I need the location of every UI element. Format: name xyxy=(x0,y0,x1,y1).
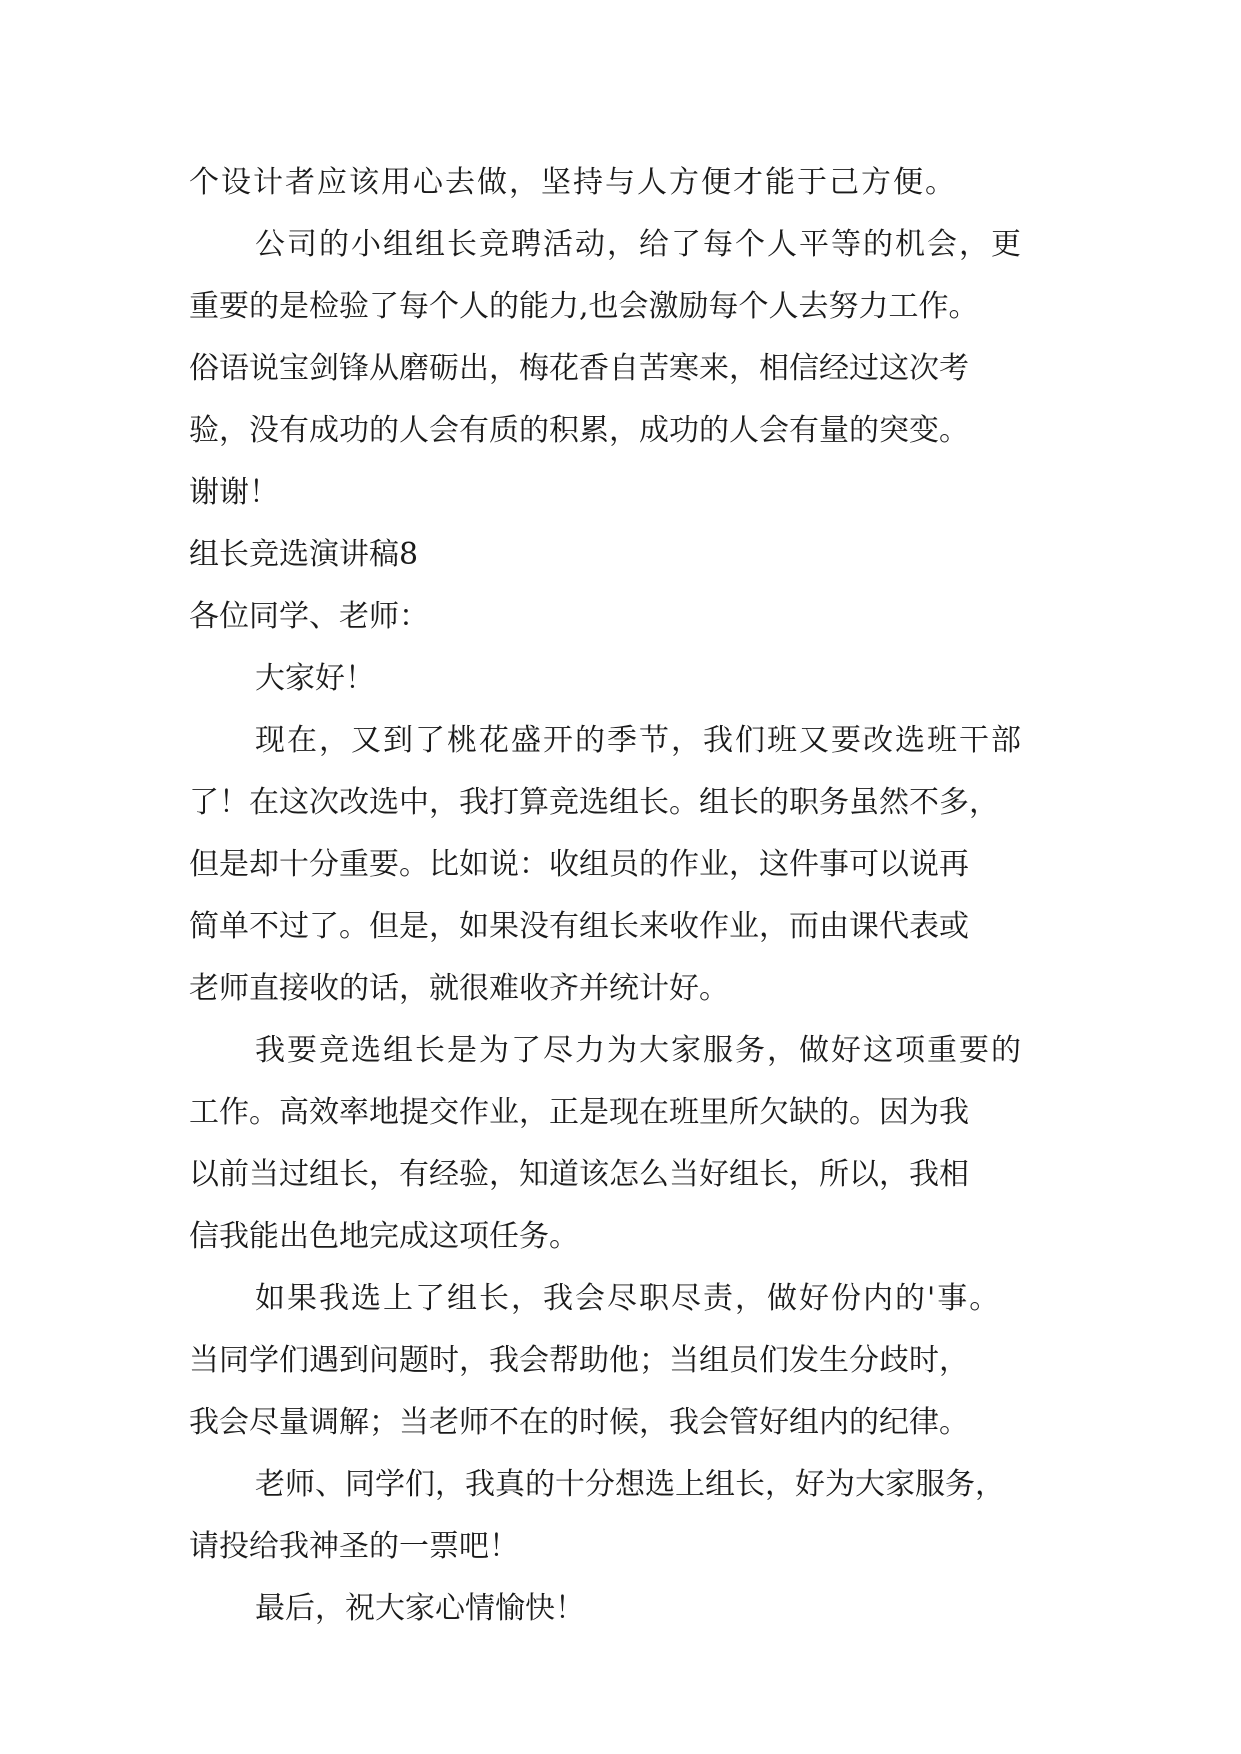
text-line: 俗语说宝剑锋从磨砺出，梅花香自苦寒来，相信经过这次考 xyxy=(189,351,969,386)
text-line: 老师直接收的话，就很难收齐并统计好。 xyxy=(189,971,729,1006)
text-line: 但是却十分重要。比如说：收组员的作业，这件事可以说再 xyxy=(189,847,969,882)
paragraph-start-line: 现在，又到了桃花盛开的季节，我们班又要改选班干部 xyxy=(255,723,1023,758)
text-line: 当同学们遇到问题时，我会帮助他；当组员们发生分歧时， xyxy=(189,1343,969,1378)
salutation: 各位同学、老师： xyxy=(189,599,429,634)
section-heading: 组长竞选演讲稿8 xyxy=(189,537,419,572)
text-line: 我会尽量调解；当老师不在的时候，我会管好组内的纪律。 xyxy=(189,1405,969,1440)
paragraph-start-line: 我要竞选组长是为了尽力为大家服务，做好这项重要的 xyxy=(255,1033,1023,1068)
text-line: 个设计者应该用心去做，坚持与人方便才能于己方便。 xyxy=(189,165,957,200)
text-line: 了！在这次改选中，我打算竞选组长。组长的职务虽然不多， xyxy=(189,785,999,820)
text-line: 信我能出色地完成这项任务。 xyxy=(189,1219,579,1254)
text-line: 请投给我神圣的一票吧！ xyxy=(189,1529,519,1564)
paragraph-start-line: 公司的小组组长竞聘活动，给了每个人平等的机会，更 xyxy=(255,227,1023,262)
text-line: 工作。高效率地提交作业，正是现在班里所欠缺的。因为我 xyxy=(189,1095,969,1130)
paragraph-start-line: 老师、同学们，我真的十分想选上组长，好为大家服务， xyxy=(255,1467,1005,1502)
text-line: 以前当过组长，有经验，知道该怎么当好组长，所以，我相 xyxy=(189,1157,969,1192)
closing-line: 最后，祝大家心情愉快！ xyxy=(255,1591,585,1626)
greeting: 大家好！ xyxy=(255,661,375,696)
paragraph-start-line: 如果我选上了组长，我会尽职尽责，做好份内的'事。 xyxy=(255,1281,1002,1316)
text-line: 简单不过了。但是，如果没有组长来收作业，而由课代表或 xyxy=(189,909,969,944)
text-line: 重要的是检验了每个人的能力,也会激励每个人去努力工作。 xyxy=(189,289,979,324)
text-line: 验，没有成功的人会有质的积累，成功的人会有量的突变。 xyxy=(189,413,969,448)
text-line: 谢谢！ xyxy=(189,475,279,510)
